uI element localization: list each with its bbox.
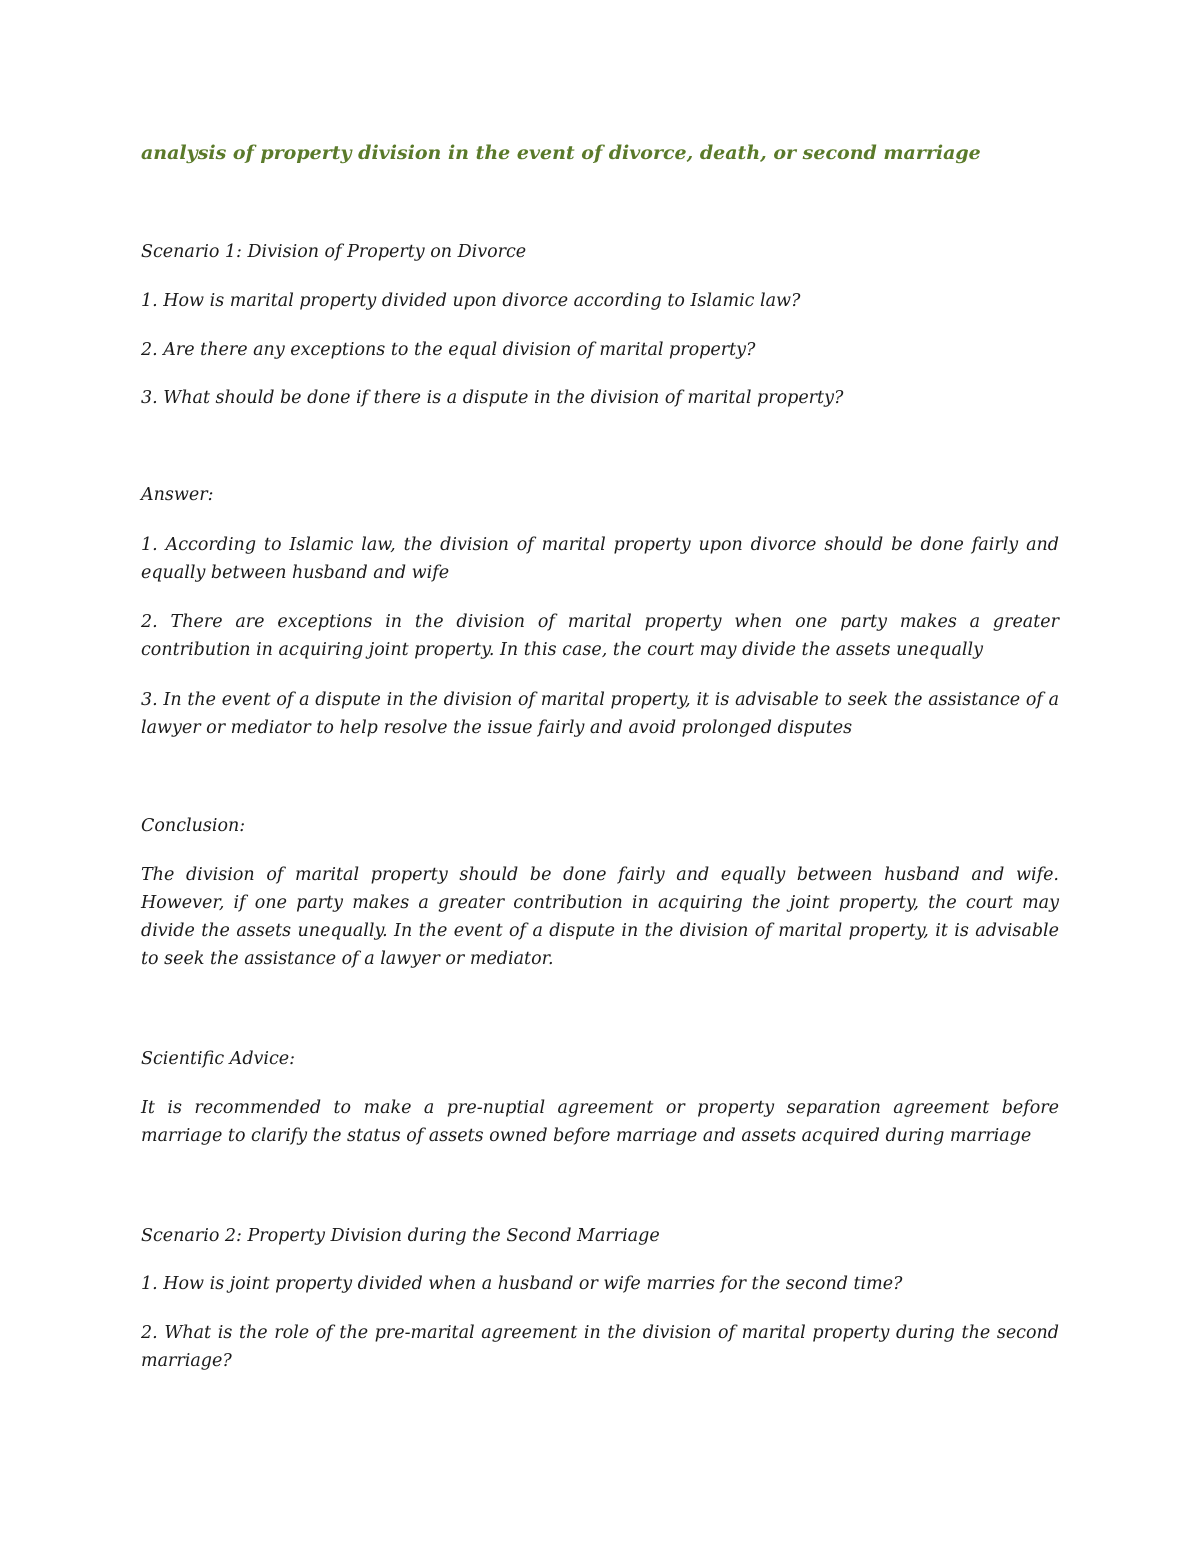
answer-heading: Answer: <box>141 485 214 505</box>
advice-heading: Scientific Advice: <box>141 1049 296 1069</box>
scenario-2-question-2: 2. What is the role of the pre-marital agreement in the division of marital property during the second marriage? <box>141 1323 1059 1371</box>
scenario-1-question-3: 3. What should be done if there is a dispute in the division of marital property? <box>141 388 844 408</box>
answer-item-2: 2. There are exceptions in the division of marital property when one party makes a greater contribution in acquiring joint property. In this case, the court may divide the assets unequally <box>141 612 1059 660</box>
scenario-2-question-1: 1. How is joint property divided when a husband or wife marries for the second time? <box>141 1274 903 1294</box>
answer-item-3: 3. In the event of a dispute in the division of marital property, it is advisable to seek the assistance of a lawyer or mediator to help resolve the issue fairly and avoid prolonged disputes <box>141 690 1059 738</box>
advice-text: It is recommended to make a pre-nuptial agreement or property separation agreement before marriage to clarify the status of assets owned before marriage and assets acquired during marriage <box>141 1098 1059 1146</box>
conclusion-text: The division of marital property should be done fairly and equally between husband and wife. However, if one party makes a greater contribution in acquiring the joint property, the court may divide the assets unequally. In the event of a dispute in the division of marital property, it is advisable to seek the assistance of a lawyer or mediator. <box>141 865 1059 969</box>
scenario-1-question-2: 2. Are there any exceptions to the equal division of marital property? <box>141 340 756 360</box>
answer-item-1: 1. According to Islamic law, the division of marital property upon divorce should be done fairly and equally between husband and wife <box>141 535 1059 583</box>
scenario-1-question-1: 1. How is marital property divided upon divorce according to Islamic law? <box>141 291 801 311</box>
conclusion-heading: Conclusion: <box>141 816 246 836</box>
scenario-2-heading: Scenario 2: Property Division during the Second Marriage <box>141 1226 660 1246</box>
document-title: analysis of property division in the event of divorce, death, or second marriage <box>141 142 981 164</box>
scenario-1-heading: Scenario 1: Division of Property on Divorce <box>141 242 527 262</box>
